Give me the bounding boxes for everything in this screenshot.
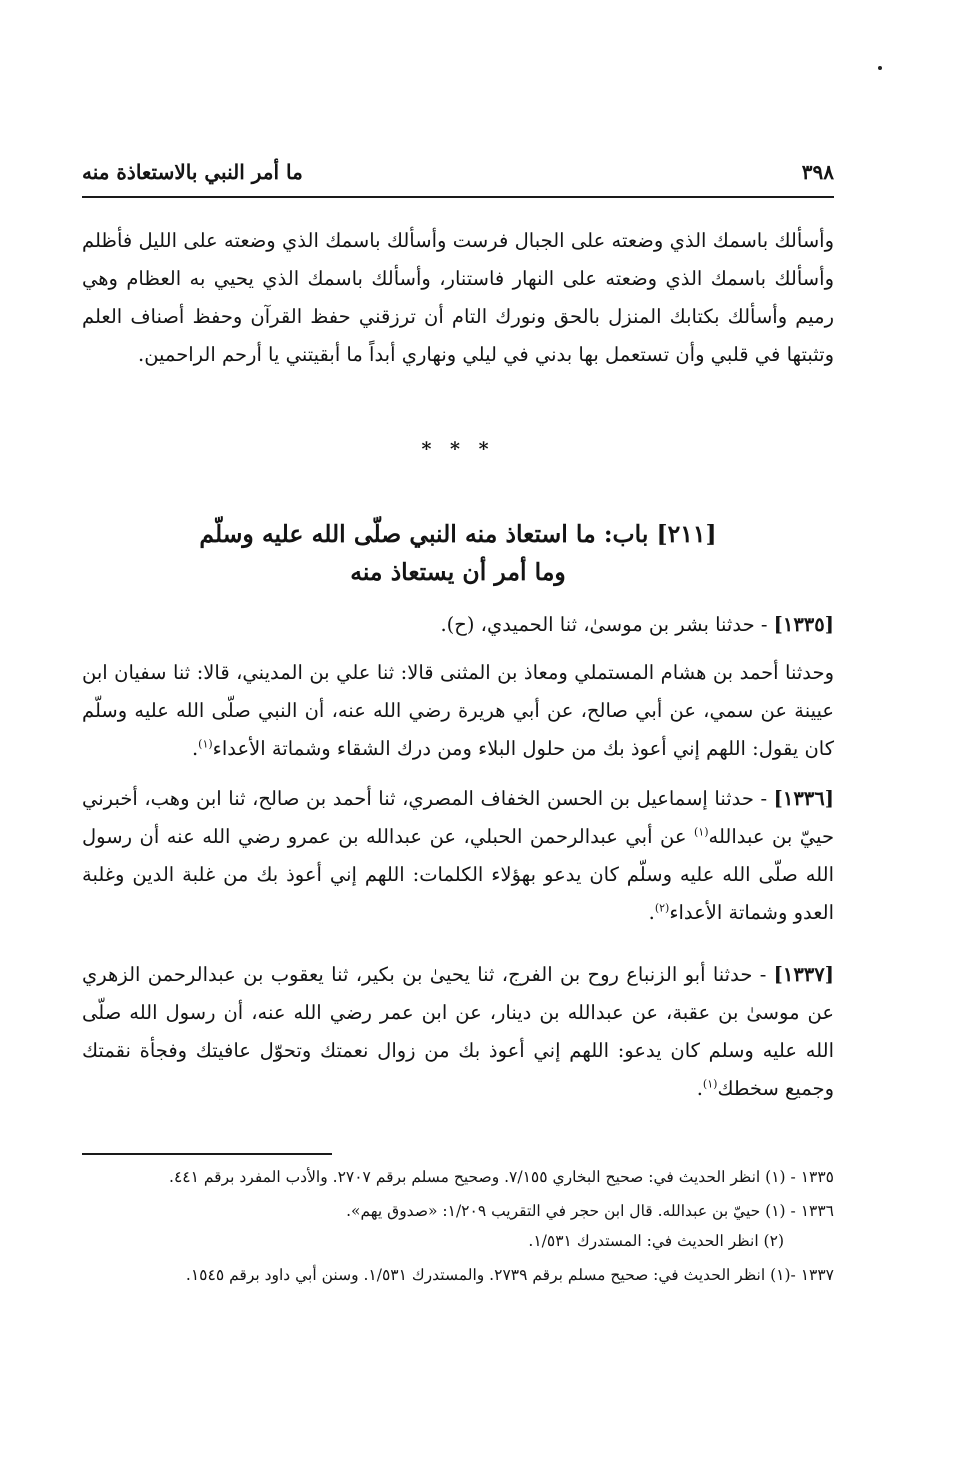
hadith-1335 bbox=[82, 606, 834, 644]
hadith-text: عن أبي عبدالرحمن الحبلي، عن عبدالله بن عمرو رضي الله عنه أن رسول الله صلّى الله عليه وسلّم كان يدعو بهؤلاء الكلمات: اللهم إني أعوذ بك من غلبة الدين وغلبة العدو وشماتة الأعداء bbox=[82, 825, 834, 924]
footnote-1335: ١٣٣٥ - (١) انظر الحديث في: صحيح البخاري ٧/١٥٥. وصحيح مسلم برقم ٢٧٠٧. والأدب المفرد برقم ٤٤١. bbox=[169, 1168, 834, 1186]
hadith-end: . bbox=[696, 1077, 703, 1100]
chapter-heading-line-1: [٢١١] باب: ما استعاذ منه النبي صلّى الله عليه وسلّم bbox=[199, 520, 717, 548]
hadith-number: [١٣٣٦] bbox=[773, 787, 834, 810]
footnote-marker: (١) bbox=[198, 737, 213, 751]
stray-dot bbox=[878, 66, 882, 70]
chapter-heading bbox=[82, 515, 834, 591]
running-title: ما أمر النبي بالاستعاذة منه bbox=[82, 160, 303, 184]
footnotes bbox=[82, 1162, 834, 1294]
running-head bbox=[82, 158, 834, 192]
header-rule bbox=[82, 196, 834, 198]
hadith-number: [١٣٣٧] bbox=[773, 963, 834, 986]
hadith-text: وحدثنا أحمد بن هشام المستملي ومعاذ بن المثنى قالا: ثنا علي بن المديني، قالا: ثنا سفيان ابن عيينة عن سمي، عن أبي صالح، عن أبي هريرة رضي الله عنه، أن النبي صلّى الله عليه وسلّم كان يقول: اللهم إني أعوذ بك من حلول البلاء ومن درك الشقاء وشماتة الأعداء bbox=[82, 661, 834, 760]
section-separator: * * * bbox=[421, 438, 495, 460]
hadith-number: [١٣٣٥] bbox=[773, 613, 834, 636]
chapter-heading-line-2: وما أمر أن يستعاذ منه bbox=[350, 558, 566, 586]
hadith-text: - حدثنا بشر بن موسىٰ، ثنا الحميدي، (ح). bbox=[440, 613, 768, 636]
footnote-marker: (٢) bbox=[654, 901, 670, 915]
footnote-marker: (١) bbox=[694, 825, 709, 839]
intro-paragraph: وأسألك باسمك الذي وضعته على الجبال فرست وأسألك باسمك الذي وضعته على الليل فأظلم وأسألك باسمك الذي وضعته على النهار فاستنار، وأسألك باسمك الذي يحيي به العظام وهي رميم وأسألك بكتابك المنزل بالحق ونورك التام أن ترزقني حفظ القرآن وحفظ أصناف العلم وتثبتها في قلبي وأن تستعمل بها بدني في ليلي ونهاري أبداً ما أبقيتني يا أرحم الراحمين. bbox=[82, 229, 834, 366]
footnote-1336-2: (٢) انظر الحديث في: المستدرك ١/٥٣١. bbox=[528, 1232, 784, 1250]
hadith-end: . bbox=[191, 737, 199, 760]
hadith-text: - حدثنا أبو الزنباع روح بن الفرج، ثنا يحيىٰ بن بكير، ثنا يعقوب بن عبدالرحمن الزهري عن موسىٰ بن عقبة، عن عبدالله بن دينار، عن ابن عمر رضي الله عنه، أن رسول الله صلّى الله عليه وسلم كان يدعو: اللهم إني أعوذ بك من زوال نعمتك وتحوّل عافيتك وفجأة نقمتك وجميع سخطك bbox=[82, 963, 834, 1100]
book-page bbox=[82, 0, 834, 1478]
footnote-1337: ١٣٣٧ -(١) انظر الحديث في: صحيح مسلم برقم ٢٧٣٩. والمستدرك ١/٥٣١. وسنن أبي داود برقم ١٥٤٥. bbox=[185, 1266, 834, 1284]
hadith-end: . bbox=[648, 901, 655, 924]
footnote-rule bbox=[82, 1153, 332, 1155]
footnote-marker: (١) bbox=[702, 1077, 718, 1091]
footnote-1336-1: ١٣٣٦ - (١) حييّ بن عبدالله. قال ابن حجر في التقريب ١/٢٠٩: «صدوق يهم». bbox=[346, 1202, 834, 1220]
footnote-1336 bbox=[82, 1196, 834, 1256]
page-number: ٣٩٨ bbox=[801, 160, 834, 184]
hadith-1335-chain bbox=[82, 654, 834, 768]
hadith-text: - حدثنا إسماعيل بن الحسن الخفاف المصري، ثنا أحمد بن صالح، ثنا ابن وهب، أخبرني حييّ بن عبدالله bbox=[82, 787, 834, 848]
hadith-1336 bbox=[82, 780, 834, 932]
hadith-1337 bbox=[82, 956, 834, 1108]
